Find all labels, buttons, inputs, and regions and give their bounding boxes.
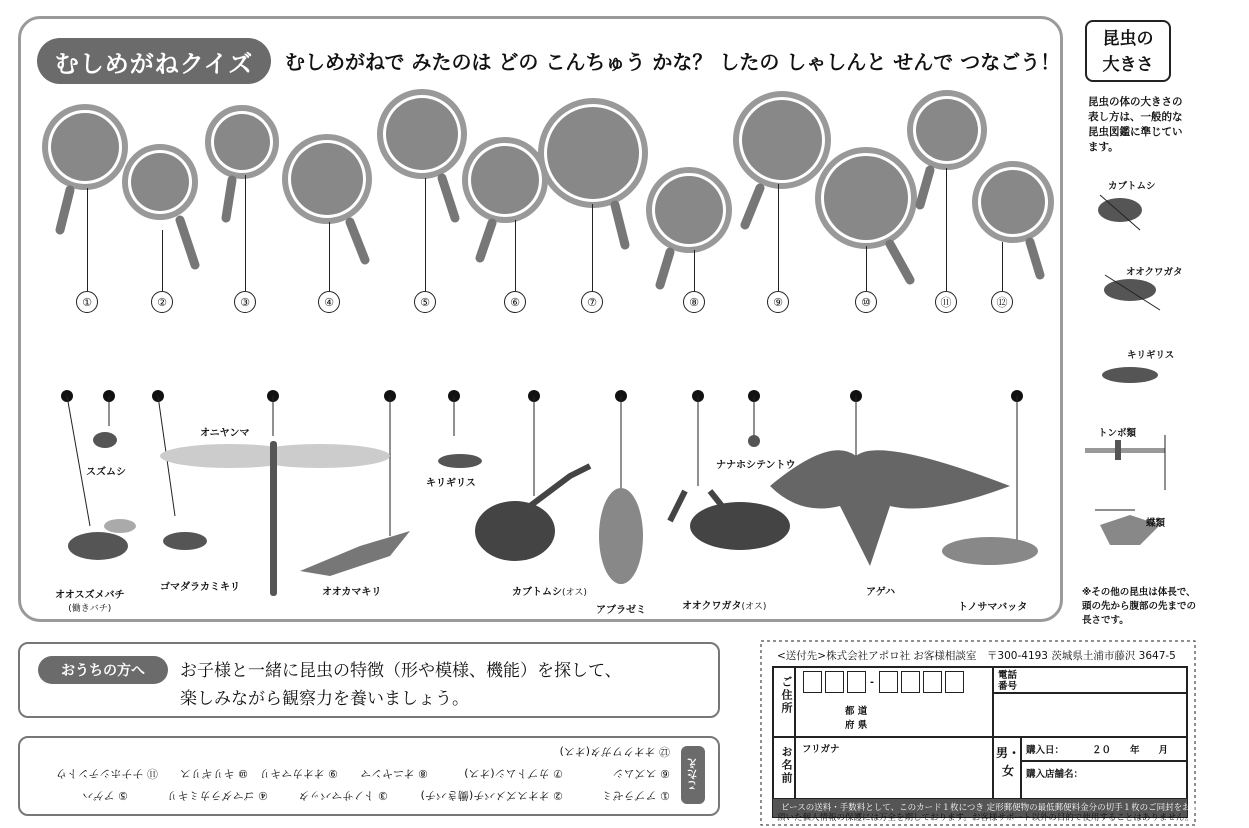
size-label: キリギリス [1127,350,1175,361]
postal-code-box[interactable] [879,671,898,693]
answer-item: ⑨ オオカマキリ [259,767,338,780]
connector-line [329,222,330,291]
name-field[interactable] [795,737,993,799]
quiz-number: ② [151,291,173,313]
magnifier-images [30,80,1070,290]
answer-item: ⑥ スズムシ [612,767,670,780]
connector-line [694,250,695,291]
connector-line [592,204,593,291]
answer-item: ⑦ カブトムシ(オス) [464,767,563,780]
size-diagrams [1080,170,1190,570]
size-title-line: 昆虫の [1102,29,1154,49]
insect-name-text: オオクワガタ [682,601,742,612]
insect-name: ナナホシテントウ [716,460,796,471]
insect-name: ゴマダラカミキリ [160,582,240,593]
answer-item: ⑩ キリギリス [179,767,248,780]
postal-code-box[interactable] [945,671,964,693]
size-label: 蝶類 [1146,518,1166,529]
gender-label: 男・女 [996,746,1021,778]
connector-line [866,246,867,291]
insect-name: オニヤンマ [200,428,250,439]
insect-name: トノサマバッタ [958,602,1028,613]
connector-line [1002,242,1003,291]
purchase-date-field[interactable] [1021,737,1187,761]
postal-code-box[interactable] [923,671,942,693]
quiz-number: ⑪ [935,291,957,313]
answer-item: ⑧ オニヤンマ [360,767,428,780]
connector-line [162,230,163,291]
size-title [1085,20,1171,82]
insect-name [55,586,125,614]
connector-line [946,168,947,291]
name-label-cell [773,737,795,799]
size-label: カブトムシ [1108,181,1156,192]
insect-name-text: カブトムシ [512,587,562,598]
size-label: オオクワガタ [1126,267,1183,278]
insect-name [682,597,766,612]
size-label: トンボ類 [1098,428,1137,439]
prefecture-label: 都 道 [845,706,868,717]
parents-note-box [18,642,720,718]
answer-item: ⑤ アゲハ [82,789,128,802]
postal-dash: - [870,677,874,688]
quiz-instruction: むしめがねで みたのは どの こんちゅう かな？ したの しゃしんと せんで つなごう！ [285,50,1061,74]
postal-code-box[interactable] [803,671,822,693]
connector-line [425,178,426,291]
connector-line [245,175,246,291]
answer-item: ③ トノサマバッタ [298,789,388,802]
send-to-address: <送付先>株式会社アポロ社 お客様相談室 〒300-4193 茨城県土浦市藤沢 3647-5 [777,650,1176,662]
answer-box [18,736,720,816]
parents-pill: おうちの方へ [38,656,168,684]
purchase-date-value: ２０ 年 月 [1092,745,1169,756]
postal-code-box[interactable] [901,671,920,693]
answer-content [20,738,718,814]
connector-line [778,184,779,291]
size-note: 昆虫の体の大きさの表し方は、一般的な昆虫図鑑に準じています。 [1088,96,1183,153]
connector-line [515,220,516,291]
quiz-number: ⑥ [504,291,526,313]
furigana-label: フリガナ [802,744,840,755]
purchase-date-label: 購入日： [1026,745,1065,756]
prefecture-label: 府 県 [845,720,868,731]
quiz-number: ⑩ [855,291,877,313]
address-label-cell [773,667,795,737]
insect-name-text: オオスズメバチ [55,590,125,601]
insect-name: キリギリス [426,478,476,489]
quiz-number: ① [76,291,98,313]
insect-name: アブラゼミ [596,605,646,616]
answer-item: ⑪ ナナホシテントウ [56,767,158,780]
quiz-title: むしめがねクイズ [37,38,271,84]
insect-name-sub: (オス) [741,602,767,612]
insect-name: スズムシ [86,467,126,478]
store-label: 購入店舗名： [1026,769,1084,780]
address-field-2[interactable] [993,693,1187,737]
answer-item: ⑫ オオクワガタ(オス) [559,745,670,758]
quiz-number: ④ [318,291,340,313]
answer-item: ④ ゴマダラカミキリ [166,789,268,802]
quiz-number: ⑫ [991,291,1013,313]
answer-item: ① アブラゼミ [601,789,670,802]
card-footer: ピースの送料・手数料として、このカード１枚につき 定形郵便物の最低郵便料金分の切手１枚のご同封をお願い致します。 [773,799,1187,817]
quiz-number: ③ [234,291,256,313]
phone-label: 電話番号 [998,670,1018,692]
insect-name [512,583,587,598]
postal-code-box[interactable] [847,671,866,693]
insect-name-sub: (働きバチ) [68,604,112,614]
size-title-line: 大きさ [1102,55,1154,75]
name-label: お名前 [780,746,793,785]
insect-name: アゲハ [866,587,896,598]
gender-field[interactable] [993,737,1021,799]
store-name-field[interactable] [1021,761,1187,799]
quiz-number: ⑧ [683,291,705,313]
answer-item: ② オオスズメバチ(働きバチ) [420,789,563,802]
quiz-number: ⑤ [414,291,436,313]
insect-name: オオカマキリ [322,587,382,598]
size-footnote: ※その他の昆虫は体長で、頭の先から腹部の先までの長さです。 [1082,587,1197,626]
quiz-number: ⑨ [767,291,789,313]
parents-text-line: 楽しみながら観察力を養いましょう。 [180,689,469,709]
postal-code-box[interactable] [825,671,844,693]
privacy-note: 頂いた個人情報の保護には万全を期しております。お客様サポート以外の目的で使用することはありません。 [777,813,1194,823]
parents-text-line: お子様と一緒に昆虫の特徴（形や模様、機能）を探して、 [180,661,622,681]
connector-line [87,188,88,291]
insect-name-sub: (オス) [562,588,587,598]
address-label: ご住所 [780,676,793,715]
postcard-form [760,640,1249,826]
answer-tag: こたえ [681,746,705,804]
quiz-number: ⑦ [581,291,603,313]
phone-field[interactable] [993,667,1187,693]
